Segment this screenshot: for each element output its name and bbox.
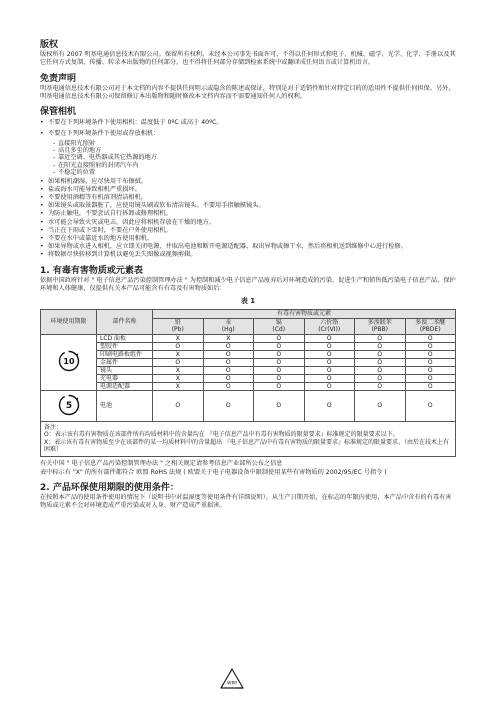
- value-cell: O: [355, 366, 406, 374]
- period-10-cell: [41, 334, 97, 390]
- environment-period-5-icon: [58, 394, 80, 416]
- care-item: • 将数据尽快转移到计算机以避免丢失图像或视频剪辑。: [40, 251, 456, 259]
- table-notes-row: [41, 421, 456, 457]
- part-name: LCD 面板: [97, 334, 153, 342]
- care-item: • 不要使用酒精等有机溶剂清洁相机。: [40, 194, 456, 202]
- table-row-battery: [41, 390, 456, 421]
- care-subitem: - 靠近空调、电热器或其它热源的地方: [53, 154, 456, 161]
- care-subitem: - 在阳光直接照射的封闭汽车内: [53, 162, 456, 169]
- value-cell: O: [405, 334, 456, 342]
- header-substances-group: 有毒有害物质或元素: [153, 310, 456, 319]
- value-cell: O: [355, 390, 406, 421]
- care-item: • 不要在水中或靠近水的地方使用相机。: [40, 235, 456, 243]
- period-5-cell: [41, 390, 97, 421]
- table-header-row: [41, 310, 456, 319]
- table-row: [41, 366, 456, 374]
- value-cell: X: [153, 366, 204, 374]
- header-substance: 多溴联苯 (PBB): [355, 318, 406, 334]
- value-cell: O: [203, 374, 254, 382]
- care-subitem: - 不稳定的位置: [53, 169, 456, 176]
- table-notes: [41, 421, 456, 457]
- value-cell: X: [153, 382, 204, 390]
- disclaimer-section: [40, 74, 456, 102]
- value-cell: O: [355, 382, 406, 390]
- notes-label: 备注：: [44, 423, 63, 431]
- wpp-logo-label: WPP: [226, 681, 238, 687]
- page: [40, 40, 456, 511]
- table-row: [41, 342, 456, 350]
- value-cell: O: [203, 350, 254, 358]
- value-cell: X: [203, 334, 254, 342]
- value-cell: O: [355, 350, 406, 358]
- part-name: 印刷电路板组件: [97, 350, 153, 358]
- care-item: • 如果异物或水进入相机，应立即关闭电源，并取出电池和断开电源适配器。取出异物或擦干水，然后将相机送到维修中心进行检修。: [40, 243, 456, 251]
- care-subitem: - 直接阳光照射: [53, 140, 456, 147]
- after-table: [40, 460, 456, 477]
- part-name: 充电器: [97, 374, 153, 382]
- value-cell: O: [405, 342, 456, 350]
- header-substance: 镉 (Cd): [254, 318, 305, 334]
- usage-period-text: 在按照本产品的使用条件使用的情况下（说明书中对温湿度等使用条件有详细说明），从生产日期开始，在标志的年限内使用，本产品中含有的有毒有害物质或元素不会对环境造成严重污染或对人身、财产造成严重损害。: [40, 493, 452, 510]
- value-cell: O: [405, 374, 456, 382]
- value-cell: O: [254, 382, 305, 390]
- value-cell: O: [254, 366, 305, 374]
- value-cell: O: [304, 358, 355, 366]
- table-caption: 表 1: [240, 297, 256, 306]
- value-cell: O: [254, 390, 305, 421]
- hazardous-section: [40, 266, 456, 294]
- value-cell: O: [254, 358, 305, 366]
- header-substance: 多溴二苯醚 (PBDE): [405, 318, 456, 334]
- header-substance: 汞 (Hg): [203, 318, 254, 334]
- value-cell: O: [355, 334, 406, 342]
- table-row: [41, 358, 456, 366]
- wpp-recycle-logo-icon: [218, 667, 246, 691]
- part-name: 电源适配器: [97, 382, 153, 390]
- value-cell: O: [405, 382, 456, 390]
- hazardous-text: 依据中国政府针对 " 电子信息产品污染控制管理办法 " 为控制和减少电子信息产品废弃后对环境造成的污染，促进生产和销售低污染电子信息产品，保护环境和人体健康，仅提供有关本产品可能含有有毒及有害物质如后：: [40, 276, 456, 292]
- copyright-heading: 版权: [40, 40, 59, 50]
- value-cell: O: [304, 382, 355, 390]
- copyright-text: 版权所有 2007 明基电通信息技术有限公司。保留所有权利。未经本公司事先书面许可，不得以任何形式和电子、机械、磁学、光学、化学、手册以及其它任何方式复制、传播、转录本出版物的任何部分，也不得将任何部分存储到检索系统中或翻译成任何语言或计算机语言。: [40, 51, 456, 67]
- value-cell: O: [254, 334, 305, 342]
- disclaimer-text: 明基电通信息技术有限公司对于本文档的内容不提供任何明示或隐含的陈述或保证，特别是对于适销性和针对特定目的的适用性不提供任何担保。另外，明基电通信息技术有限公司保留修订本出版物和随时修改本文档内容而不需要通知任何人的权利。: [40, 84, 455, 100]
- value-cell: O: [355, 358, 406, 366]
- badge-10-label: 10: [62, 357, 75, 367]
- value-cell: O: [304, 334, 355, 342]
- after-table-line-2: 表中标示有 "X" 的所有部件都符合 欧盟 RoHS 法规 ( 欧盟关于电子电器设备中限制使用某些有害物质的 2002/95/EC 号指令 ): [40, 468, 387, 476]
- care-heading: 保管相机: [40, 107, 77, 118]
- value-cell: O: [254, 374, 305, 382]
- table-row: [41, 334, 456, 342]
- part-name: 金属件: [97, 358, 153, 366]
- usage-period-heading: 2. 产品环保使用期限的使用条件：: [40, 482, 179, 493]
- care-item: • 盐或海水可能导致相机严重损坏。: [40, 186, 456, 194]
- value-cell: O: [153, 342, 204, 350]
- value-cell: O: [405, 390, 456, 421]
- value-cell: O: [153, 358, 204, 366]
- header-substance: 铅 (Pb): [153, 318, 204, 334]
- value-cell: O: [304, 366, 355, 374]
- value-cell: O: [203, 342, 254, 350]
- disclaimer-heading: 免责声明: [40, 73, 77, 84]
- care-sublist: [40, 140, 456, 177]
- care-list-2: [40, 178, 456, 260]
- value-cell: X: [153, 374, 204, 382]
- care-item: • 水可能会导致火灾或电击，因此应将相机存放在干燥的地方。: [40, 219, 456, 227]
- care-item: • 为防止触电，不要尝试自行拆卸或修理相机。: [40, 210, 456, 218]
- part-name: 电池: [97, 390, 153, 421]
- value-cell: O: [304, 342, 355, 350]
- value-cell: O: [355, 374, 406, 382]
- value-cell: O: [203, 358, 254, 366]
- value-cell: O: [405, 358, 456, 366]
- header-period: 环境使用期限: [41, 310, 97, 335]
- part-name: 塑胶件: [97, 342, 153, 350]
- value-cell: O: [153, 390, 204, 421]
- header-part: 部件名称: [97, 310, 153, 335]
- table-row: [41, 350, 456, 358]
- value-cell: O: [254, 350, 305, 358]
- note-x: X：表示该有毒有害物质至少在该部件的某一均质材料中的含量超出 『电子信息产品中有毒有害物质的限量要求』标准规定的限量要求。（由於在技术上有困难）: [44, 438, 450, 453]
- care-item: • 不要在下列环境条件下使用或存放相机：: [40, 130, 456, 138]
- value-cell: X: [153, 334, 204, 342]
- part-name: 镜头: [97, 366, 153, 374]
- care-subitem: - 高且多尘的地方: [53, 147, 456, 154]
- value-cell: O: [203, 382, 254, 390]
- value-cell: O: [254, 342, 305, 350]
- table-row: [41, 382, 456, 390]
- care-item: • 如果镜头或取景器脏了，应使用镜头刷或软布清洁镜头。不要用手指触摸镜头。: [40, 202, 456, 210]
- care-item: • 如果相机潮湿，应尽快用干布擦拭。: [40, 178, 456, 186]
- after-table-line-1: 有关中国 " 电子信息产品污染控制管理办法 " 之相关规定请参考信息产业部所公布之信息: [40, 460, 283, 468]
- value-cell: O: [304, 374, 355, 382]
- care-item: • 不要在下列环境条件下使用相机：温度低于 0ºC 或高于 40ºC。: [40, 119, 456, 127]
- care-section: [40, 107, 456, 259]
- value-cell: O: [304, 350, 355, 358]
- care-list: [40, 119, 456, 138]
- value-cell: O: [203, 366, 254, 374]
- note-o: O：表示该有毒有害物质在该部件所有均质材料中的含量均在 『电子信息产品中有毒有害物质的限量要求』标准规定的限量要求以下。: [44, 431, 399, 439]
- hazardous-substance-table: [40, 309, 456, 457]
- care-item: • 当正在下雨或下雪时，不要在户外使用相机。: [40, 227, 456, 235]
- table-row: [41, 374, 456, 382]
- environment-period-10-icon: [58, 350, 80, 372]
- value-cell: O: [203, 390, 254, 421]
- badge-5-label: 5: [65, 400, 72, 411]
- header-substance: 六价铬 (Cr(VI)): [304, 318, 355, 334]
- value-cell: O: [405, 350, 456, 358]
- value-cell: O: [355, 342, 406, 350]
- usage-period-section: [40, 483, 456, 511]
- hazardous-heading: 1. 有毒有害物质或元素表: [40, 265, 143, 276]
- value-cell: X: [153, 350, 204, 358]
- value-cell: O: [304, 390, 355, 421]
- value-cell: O: [405, 366, 456, 374]
